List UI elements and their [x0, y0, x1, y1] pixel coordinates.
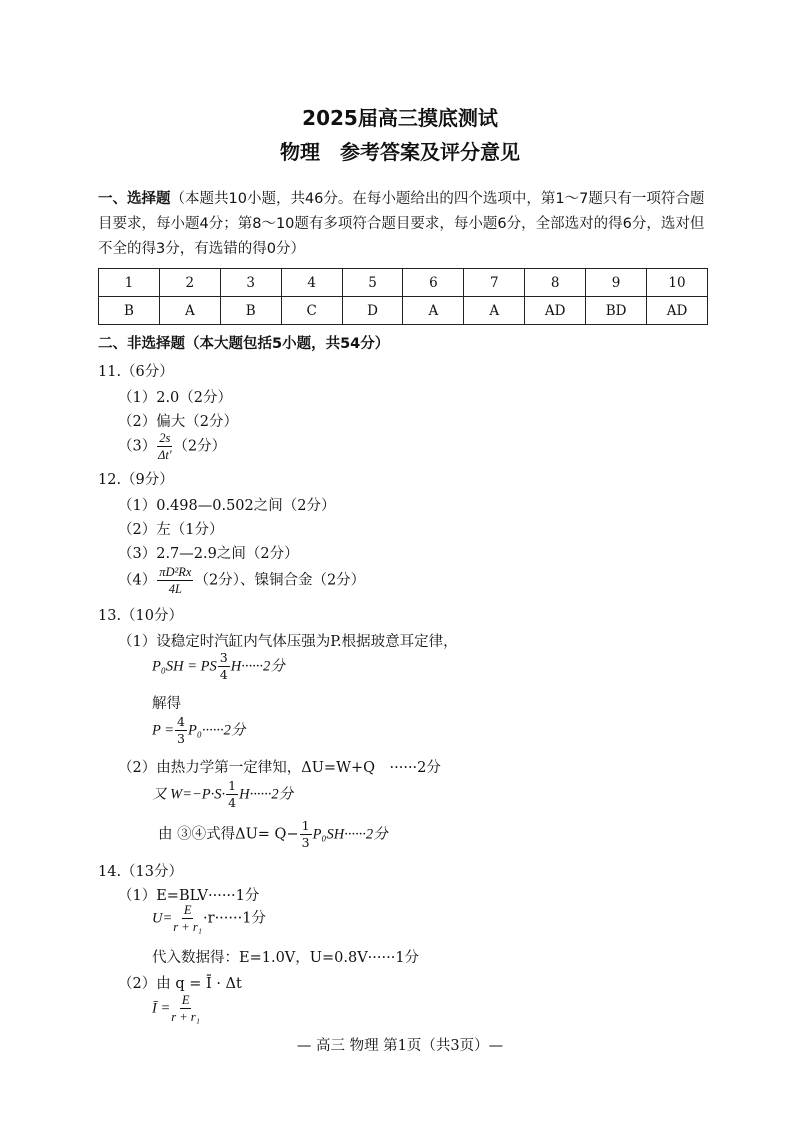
table-cell: D	[342, 297, 403, 325]
table-cell: 8	[525, 269, 586, 297]
q12-part2: （2）左（1分）	[118, 522, 224, 538]
fraction-denominator: 4	[219, 666, 228, 682]
fraction-numerator: 2s	[159, 431, 171, 445]
q12-heading: 12.（9分）	[98, 472, 174, 488]
table-cell: BD	[586, 297, 647, 325]
fraction-denominator: 4	[228, 794, 237, 810]
eq-fraction	[171, 994, 200, 1023]
section2-heading: 二、非选择题（本大题包括5小题，共54分）	[98, 336, 390, 352]
q14-part2: （2）由 q = Ī · Δt	[118, 976, 242, 992]
fraction-numerator: 1	[301, 818, 310, 833]
q12-part4-score: （2分）、镍铜合金（2分）	[194, 572, 366, 589]
table-cell: A	[159, 297, 220, 325]
q13-eq3	[152, 780, 293, 809]
table-cell: 7	[464, 269, 525, 297]
table-cell: A	[464, 297, 525, 325]
table-cell: 1	[99, 269, 160, 297]
q11-part2: （2）偏大（2分）	[118, 414, 238, 430]
table-cell: AD	[525, 297, 586, 325]
q11-part3-label: （3）	[118, 438, 157, 455]
table-cell: 2	[159, 269, 220, 297]
q14-substitution: 代入数据得：E=1.0V，U=0.8V······1分	[152, 950, 420, 966]
eq-fraction	[226, 780, 238, 809]
table-cell: 5	[342, 269, 403, 297]
section1-heading: 一、选择题	[98, 191, 171, 207]
section1-intro	[98, 187, 712, 262]
fraction-numerator: E	[183, 903, 192, 917]
table-cell: 9	[586, 269, 647, 297]
exam-title: 2025届高三摸底测试	[302, 106, 498, 130]
eq-right: ·r······1分	[203, 910, 266, 927]
eq-right: H······2分	[239, 786, 294, 803]
table-cell: 10	[647, 269, 708, 297]
q12-fraction	[157, 566, 193, 595]
table-row-numbers	[99, 269, 708, 297]
fraction-numerator: πD²Rx	[159, 565, 192, 579]
eq-right: P₀SH······2分	[312, 826, 388, 843]
table-row-answers	[99, 297, 708, 325]
table-cell: 3	[220, 269, 281, 297]
q11-fraction	[157, 432, 172, 461]
q12-part3: （3）2.7—2.9之间（2分）	[118, 546, 299, 562]
page-footer: — 高三 物理 第1页（共3页）—	[296, 1038, 504, 1054]
table-cell: B	[220, 297, 281, 325]
q11-part3-score: （2分）	[173, 438, 227, 455]
fraction-numerator: E	[181, 993, 190, 1007]
answer-key-title: 物理 参考答案及评分意见	[280, 140, 520, 164]
q13-part1: （1）设稳定时汽缸内气体压强为P.根据玻意耳定律，	[118, 634, 458, 650]
q14-eq1	[152, 904, 266, 933]
q12-part1: （1）0.498—0.502之间（2分）	[118, 498, 336, 514]
eq-left: P₀SH = PS	[152, 658, 217, 675]
fraction-denominator: r + r₁	[171, 1009, 201, 1024]
table-cell: A	[403, 297, 464, 325]
eq-right: P₀······2分	[187, 722, 246, 739]
table-cell: AD	[647, 297, 708, 325]
eq-right: H······2分	[230, 658, 285, 675]
fraction-denominator: r + r₁	[173, 919, 203, 934]
eq-fraction	[218, 652, 230, 681]
q14-heading: 14.（13分）	[98, 864, 184, 880]
q13-solve-label: 解得	[152, 696, 181, 712]
q11-part1: （1）2.0（2分）	[118, 390, 233, 406]
q12-part4	[118, 566, 365, 595]
fraction-denominator: 4L	[168, 581, 182, 596]
eq-left: P =	[152, 722, 175, 739]
eq-left: U=	[152, 910, 173, 927]
answer-table	[98, 268, 708, 325]
section1-instructions: （本题共10小题，共46分。在每小题给出的四个选项中，第1～7题只有一项符合题目要求，每小题4分；第8～10题有多项符合题目要求，每小题6分，全部选对的得6分，选对但不全的得3分，有选错的得0分）	[98, 191, 705, 257]
q13-heading: 13.（10分）	[98, 608, 184, 624]
table-cell: 6	[403, 269, 464, 297]
eq-left: 又 W=−P·S·	[152, 786, 226, 803]
table-cell: C	[281, 297, 342, 325]
q13-part2: （2）由热力学第一定律知，ΔU=W+Q ······2分	[118, 760, 441, 776]
eq-fraction	[300, 820, 312, 849]
table-cell: B	[99, 297, 160, 325]
fraction-numerator: 3	[219, 650, 228, 665]
q12-part4-label: （4）	[118, 572, 157, 589]
table-cell: 4	[281, 269, 342, 297]
q13-eq4	[158, 820, 388, 849]
fraction-numerator: 1	[228, 778, 237, 793]
eq-fraction	[175, 716, 187, 745]
eq-left: Ī =	[152, 1000, 171, 1017]
q14-eq2	[152, 994, 201, 1023]
q14-part1: （1）E=BLV······1分	[118, 888, 260, 904]
fraction-denominator: 3	[301, 834, 310, 850]
q11-heading: 11.（6分）	[98, 364, 174, 380]
q13-eq2	[152, 716, 245, 745]
eq-left: 由 ③④式得ΔU= Q−	[158, 826, 299, 843]
fraction-numerator: 4	[177, 714, 185, 729]
fraction-denominator: 3	[177, 730, 185, 746]
fraction-denominator: Δt′	[158, 447, 172, 462]
q13-eq1	[152, 652, 285, 681]
q11-part3	[118, 432, 226, 461]
eq-fraction	[173, 904, 202, 933]
